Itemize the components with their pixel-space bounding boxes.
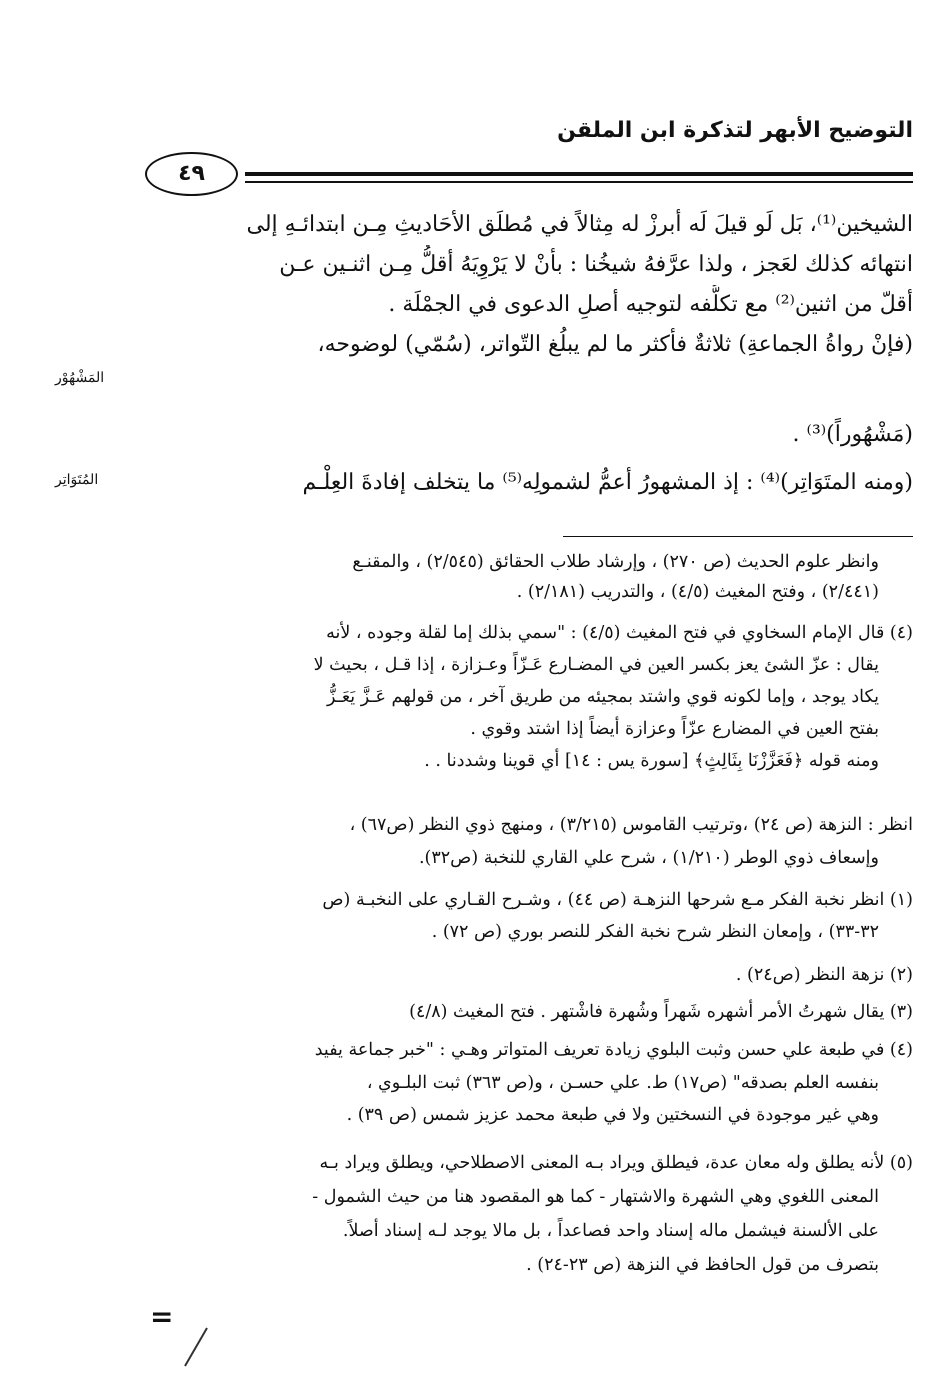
footnote-line: المعنى اللغوي وهي الشهرة والاشتهار - كما هو المقصود هنا من حيث الشمول - — [312, 1187, 879, 1207]
footnote-divider — [563, 536, 913, 537]
footnote-line: وهي غير موجودة في النسختين ولا في طبعة محمد عزيز شمس (ص ٣٩) . — [346, 1105, 879, 1125]
main-line: أقلّ من اثنين⁽²⁾ مع تكلُّفه لتوجيه أصلِ الدعوى في الجمْلَة . — [388, 292, 913, 317]
page-number: ٤٩ — [145, 152, 238, 196]
footnote-line: يقال : عزّ الشئ يعز بكسر العين في المضـارع عَـزّاً وعـزازة ، إذا قـل ، بحيث لا — [313, 655, 879, 675]
footnote-line: وانظر علوم الحديث (ص ٢٧٠) ، وإرشاد طلاب الحقائق (٢/٥٤٥) ، والمقنـع — [352, 552, 879, 572]
footnote-line: (٢/٤٤١) ، وفتح المغيث (٤/٥) ، والتدريب (٢/١٨١) . — [516, 582, 879, 602]
footnote-line: وإسعاف ذوي الوطر (١/٢١٠) ، شرح علي القاري للنخبة (ص٣٢). — [418, 848, 879, 868]
footnote-line: (٤) قال الإمام السخاوي في فتح المغيث (٤/٥) : "سمي بذلك إما لقلة وجوده ، لأنه — [326, 623, 913, 643]
end-mark: = — [150, 1300, 174, 1333]
footnote-line: بتصرف من قول الحافظ في النزهة (ص ٢٣-٢٤) . — [526, 1255, 879, 1275]
footnote-line: يكاد يوجد ، وإما لكونه قوي واشتد بمجيئه من طريق آخر ، من قولهم عَـزَّ يَعَـزُّ — [327, 687, 879, 707]
footnote-line: (١) انظر نخبة الفكر مـع شرحها النزهـة (ص ٤٤) ، وشـرح القـاري على النخبـة (ص — [322, 890, 913, 910]
footnote-line: (٢) نزهة النظر (ص٢٤) . — [735, 965, 913, 985]
running-title: التوضيح الأبهر لتذكرة ابن الملقن — [557, 118, 913, 143]
main-line: انتهائه كذلك لعَجز ، ولذا عرَّفهُ شيخُنا : بأنْ لا يَرْوِيَهُ أقلُّ مِـن اثنـين عـن — [279, 252, 913, 277]
footnote-line: على الألسنة فيشمل ماله إسناد واحد فصاعداً ، بل مالا يوجد لـه إسناد أصلاً. — [342, 1221, 879, 1241]
footnote-line: ومنه قوله ﴿فَعَزَّزْنَا بِثَالِثٍ﴾ [سورة يس : ١٤] أي قوينا وشددنا . . — [424, 751, 879, 771]
main-line: (فإنْ رواةُ الجماعةِ) ثلاثةٌ فأكثر ما لم يبلُغ التّواتر، (سُمّي) لوضوحه، — [317, 332, 913, 357]
footnote-line: ٣٢-٣٣) ، وإمعان النظر شرح نخبة الفكر للنصر بوري (ص ٧٢) . — [431, 922, 879, 942]
margin-note-mashhur: المَشْهُوْر — [55, 370, 105, 386]
footnote-line: (٣) يقال شهرتُ الأمر أشهره شَهراً وشُهرة فاشْتهر . فتح المغيث (٤/٨) — [409, 1002, 913, 1022]
footnote-line: بفتح العين في المضارع عزّاً وعزازة أيضاً إذا اشتد وقوي . — [470, 719, 879, 739]
footnote-line: انظر : النزهة (ص ٢٤) ،وترتيب القاموس (٣/٢١٥) ، ومنهج ذوي النظر (ص٦٧) ، — [349, 815, 913, 835]
margin-note-mutawatir: المُتَوَاتِر — [55, 472, 99, 488]
main-line: الشيخين⁽¹⁾، بَل لَو قيلَ لَه أبرزْ له مِثالاً في مُطلَق الأحَاديثِ مِـن ابتدائـهِ إلى — [246, 212, 913, 237]
footnote-line: بنفسه العلم بصدقه" (ص١٧) ط. علي حسـن ، و(ص ٣٦٣) ثبت البلـوي ، — [366, 1073, 879, 1093]
main-line: (ومنه المتَوَاتِر)⁽⁴⁾ : إذ المشهورُ أعمُّ لشمولِه⁽⁵⁾ ما يتخلف إفادةَ العِلْـم — [302, 470, 913, 495]
footnote-line: (٥) لأنه يطلق وله معان عدة، فيطلق ويراد بـه المعنى الاصطلاحي، ويطلق ويراد بـه — [319, 1153, 913, 1173]
footnote-line: (٤) في طبعة علي حسن وثبت البلوي زيادة تعريف المتواتر وهـي : "خبر جماعة يفيد — [314, 1040, 913, 1060]
main-line: (مَشْهُوراً)⁽³⁾ . — [792, 422, 913, 447]
